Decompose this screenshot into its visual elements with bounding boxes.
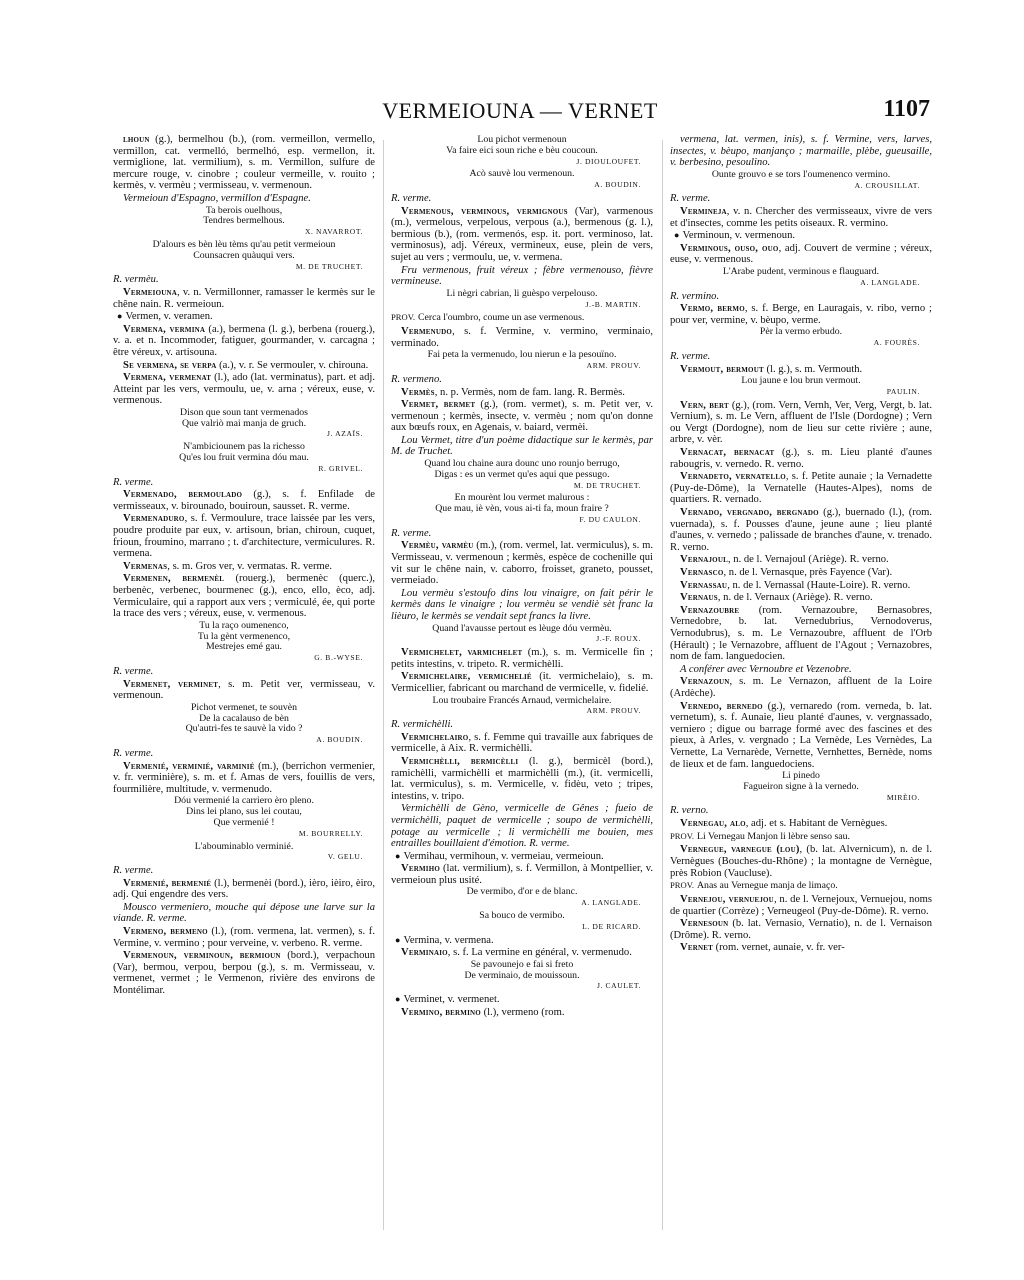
entry-text: , s. f. Vermine, v. vermino, verminaio, verminado. — [391, 326, 653, 349]
entry-text: (rom. Vernazoubre, Bernasobres, Vernedobre, b. lat. Vernedubrius, Vernodoverus, Vernodubrus), s. m. Le Vernazoubre, affluent de l'Orb (Hérault) ; le Vernazobre, affluent de l'Agout ; Vernazobres, nom de fam. languedocien. — [670, 604, 932, 663]
headword: Vernedo, bernedo — [680, 700, 763, 712]
quotation-line: Tendres bermelhous. — [203, 215, 285, 227]
quotation-author: L. DE RICARD. — [582, 921, 641, 931]
headword: Vermineja — [680, 205, 727, 217]
quotation-author: M. BOURRELLY. — [298, 828, 363, 838]
headword: Vermichelet, varmichelet — [401, 647, 523, 659]
entry-text: (g.), (rom. Vern, Vernh, Ver, Verg, Vergt, b. lat. Vernium), s. m. Le Vern, affluent de l'Isle (Dordogne) ; Vern ou Vergt (Dordogne), nom de lieu sur cette rivière ; aune, arbre, v. vèr. — [670, 399, 932, 446]
entry-text: , v. n. Chercher des vermisseaux, vivre de vers et d'insectes, comme les petits oiseaux. R. vermino. — [670, 205, 932, 229]
quotation-line: Sa bouco de vermibo. — [479, 910, 565, 922]
headword: Vermeno, bermeno — [123, 926, 208, 938]
quotation — [113, 796, 375, 839]
quotation — [391, 960, 653, 992]
headword: Vermenous, verminous, vermignous — [401, 205, 568, 217]
quotation-author: A. LANGLADE. — [581, 898, 641, 908]
dictionary-entry — [113, 324, 375, 359]
quotation-line: Quand l'avausse pertout es lèuge dóu vermèu. — [432, 622, 612, 634]
headword: Vermeiouna — [123, 286, 177, 298]
dictionary-entry — [113, 513, 375, 559]
usage-example: Lou Vermet, titre d'un poème didactique sur le kermès, par M. de Truchet. — [391, 434, 653, 458]
quotation-line: Ounte grouvo e se tors l'oumenenco vermino. — [711, 168, 891, 180]
proverb-text: Cerca l'oumbro, coume un ase vermenous. — [417, 312, 585, 324]
entry-text: (m.), (rom. vermel, lat. vermiculus), s. m. Vermisseau, v. vermenoun ; kermès, espèce de cochenille qui vit sur le chêne nain, v. caborro, froisset, graneto, pousset, vermeiado. — [391, 540, 653, 587]
usage-example: A conférer avec Vernoubre et Vezenobre. — [680, 663, 852, 675]
quotation-author: J. DIOULOUFET. — [576, 156, 641, 166]
entry-text: (bord.), verpachoun (Var), bermou, verpou, berpou (g.), s. m. Vermisseau, v. vermenet, vermet ; le Vermenon, rivière des environs de Montélimar. — [113, 950, 375, 997]
quotation — [391, 887, 653, 909]
quotation-line: Qu'es lou fruit vermina dóu mau. — [179, 452, 309, 464]
headword: Vermichelairo — [401, 731, 469, 743]
entry-text: (g.), buernado (l.), (rom. vuernada), s. f. Pousses d'aune, jeune aune ; lieu planté d'aunes, v. vernedo ; palissade de branches d'aune, v. trenado. R. verno. — [670, 507, 932, 553]
bullet-icon: ● — [395, 994, 401, 1005]
quotation-line: Qu'autri-fes te sauvè la vido ? — [185, 723, 303, 735]
headword: Vermenas — [123, 560, 168, 572]
dictionary-entry — [670, 243, 932, 266]
column-1 — [113, 134, 375, 1244]
cross-reference-entry — [391, 935, 653, 947]
headword: Vernasco — [680, 567, 724, 578]
quotation-author: J.-B. MARTIN. — [585, 299, 641, 309]
quotation — [113, 442, 375, 474]
quotation — [391, 459, 653, 491]
headword: Vermichèlli, bermicèlli — [401, 755, 519, 767]
entry-text: , s. m. Petit ver, vermisseau, v. vermenoun. — [113, 678, 375, 702]
entry-text: (g.), vernaredo (rom. verneda, b. lat. vernetum), s. f. Aunaie, lieu planté d'aunes, v. vergnassado, verniero ; digue ou barrage formé avec des fascines et des pieux, à Arles, v. vergnado ; La Vernède, Les Vernèdes, La Vernette, La Vernarède, Vernette, Vernhettes, Bernède, noms de lieux et de fam. languedociens. — [670, 700, 932, 770]
column-rule — [662, 140, 663, 1230]
headword: Vermena, vermenat — [123, 372, 212, 384]
headword: Vernajoul — [680, 554, 728, 566]
bullet-icon: ● — [674, 230, 680, 241]
quotation-line: Dison que soun tant vermenados — [180, 406, 308, 418]
dictionary-entry — [113, 878, 375, 901]
quotation — [391, 624, 653, 646]
quotation-line: Va faire eici soun riche e bèu coucoun. — [446, 144, 598, 156]
quotation-line: De verminaio, de mouissoun. — [464, 969, 580, 981]
quotation-line: Que mau, iè vèn, vous ai-ti fa, moun fraire ? — [435, 503, 609, 515]
quotation-line: Dins lei plano, sus lei coutau, — [186, 806, 302, 818]
entry-text: (l.), (rom. vermena, lat. vermen), s. f. Vermine, v. vermino ; pour verveine, v. verbeno. R. verme. — [113, 926, 375, 949]
running-title: VERMEIOUNA — VERNET — [382, 98, 658, 123]
cross-reference-text: Vermihau, vermihoun, v. vermeiau, vermeioun. — [403, 850, 604, 862]
dictionary-entry — [113, 360, 375, 372]
dictionary-entry — [670, 206, 932, 229]
headword: Vermenaduro — [123, 513, 185, 525]
entry-text: , adj. Couvert de vermine ; véreux, euse, v. vermenous. — [670, 242, 932, 266]
dictionary-entry — [670, 676, 932, 699]
entry-text: , n. de l. Vernajoul (Ariège). R. verno. — [727, 554, 889, 566]
quotation — [670, 327, 932, 349]
headword: lhoun — [123, 134, 150, 145]
entry-text: , (b. lat. Alvernicum), n. de l. Vernègues (Bouches-du-Rhône) ; la montagne de Vernègue, près Robion (Vaucluse). — [670, 844, 932, 879]
entry-text: (a.), bermena (l. g.), berbena (rouerg.), v. a. et n. Incommoder, fatiguer, gourmander, v. carcagna ; être véreux, v. artisouna. — [113, 323, 375, 358]
headword: Vermet, bermet — [401, 399, 476, 411]
headword: Vernadeto, vernatello — [680, 471, 786, 483]
entry-text: , s. f. Berge, en Lauragais, v. ribo, verno ; pour ver, vermine, v. bèupo, verme. — [670, 303, 932, 326]
headword: Vernacat, bernacat — [680, 447, 775, 459]
quotation-author: A. LANGLADE. — [860, 277, 920, 287]
etymology-root: R. vermino. — [670, 290, 720, 302]
proverb-text: Li Vernegau Manjon li lèbre senso sau. — [696, 830, 850, 842]
headword: Vermo, bermo — [680, 303, 745, 315]
etymology-root: R. vermèu. — [113, 274, 159, 286]
quotation — [670, 267, 932, 289]
etymology-root: R. verme. — [670, 350, 711, 362]
quotation-line: Fagueiron signe à la vernedo. — [743, 780, 859, 792]
quotation-author: A. CROUSILLAT. — [854, 180, 920, 190]
quotation-line: De vermibo, d'or e de blanc. — [466, 886, 578, 898]
entry-text: , n. de l. Vernejoux, Vernuejou, noms de quartier (Corrèze) ; Verneugeol (Puy-de-Dôme). R. verno. — [670, 894, 932, 917]
dictionary-entry — [113, 489, 375, 512]
headword: Vernegau, alo — [680, 818, 746, 830]
quotation — [391, 350, 653, 372]
entry-text: (g.), (rom. vermet), s. m. Petit ver, v. vermenoun ; kermès, insecte, v. vermèu ; nom qu'on donne aux bœufs roux, en Agenais, v. baiard, vermèi. — [391, 399, 653, 434]
quotation-author: A. FOURÈS. — [873, 338, 920, 348]
entry-text: (lat. vermilium), s. f. Vermillon, à Montpellier, v. vermeioun plus usité. — [391, 863, 653, 886]
dictionary-entry — [391, 1007, 653, 1019]
quotation-author: J.-F. ROUX. — [596, 634, 641, 644]
quotation — [391, 135, 653, 167]
proverb-text: Anas au Vernegue manja de limaço. — [696, 880, 838, 892]
quotation-line: N'ambiciounem pas la richesso — [183, 441, 305, 453]
etymology-root: R. verme. — [113, 747, 154, 759]
headword: Vernegue, varnegue (lou) — [680, 844, 800, 856]
entry-text: (l.), vermeno (rom. — [480, 1006, 565, 1018]
quotation-line: Dóu vermenié la carriero èro pleno. — [174, 795, 314, 807]
quotation-author: V. GELU. — [327, 852, 363, 862]
etymology-root: R. vermichèlli. — [391, 719, 454, 731]
headword: Vermino, bermino — [401, 1006, 481, 1018]
headword: Vernazoubre — [680, 604, 740, 616]
entry-text: (l.), bermenèi (bord.), ièro, ièiro, èiro, adj. Qui engendre des vers. — [113, 877, 375, 901]
quotation-line: Li nègri cabrian, li guèspo verpelouso. — [446, 287, 598, 299]
headword: Vermout, bermout — [680, 363, 764, 375]
dictionary-entry — [670, 400, 932, 446]
dictionary-entry — [670, 942, 932, 954]
entry-text: , s. f. La vermine en général, v. vermenudo. — [447, 947, 632, 959]
proverb-label: PROV. — [391, 312, 415, 323]
etymology-root: R. vermeno. — [391, 373, 442, 385]
dictionary-entry — [113, 679, 375, 702]
entry-text: , s. m. Le Vernazon, affluent de la Loire (Ardèche). — [670, 676, 932, 699]
dictionary-entry — [391, 732, 653, 755]
dictionary-entry — [670, 894, 932, 917]
headword: Vernesoun — [680, 918, 729, 930]
entry-text: , s. f. Petite aunaie ; la Vernadette (Puy-de-Dôme), la Vernatelle (Hautes-Alpes), noms de quartiers. R. vernado. — [670, 471, 932, 506]
quotation — [113, 240, 375, 272]
quotation-line: Li pinedo — [782, 770, 820, 782]
dictionary-entry — [670, 471, 932, 506]
quotation-line: L'Arabe pudent, verminous e flauguard. — [722, 265, 880, 277]
entry-text: , v. n. Vermillonner, ramasser le kermès sur le chêne nain. R. vermeioun. — [113, 286, 375, 310]
cross-reference-text: Verminet, v. vermenet. — [403, 994, 500, 1006]
headword: Vernet — [680, 942, 713, 954]
entry-text: (rouerg.), bermenèc (querc.), berbenèc, verbenec, bourmenec (g.), enco, ello, èco, adj. Vermiculaire, qui a rapport aux vers ; vermiculé, ée, qui porte la trace des vers ; véreux, euse, v. vermenous. — [113, 573, 375, 620]
column-3 — [670, 134, 932, 1244]
quotation-line: Fai peta la vermenudo, lou nierun e la pesouïno. — [427, 349, 617, 361]
dictionary-entry — [391, 399, 653, 434]
quotation — [391, 493, 653, 525]
etymology-root: R. verme. — [113, 665, 154, 677]
dictionary-entry — [670, 605, 932, 663]
proverb — [670, 880, 932, 892]
entry-text: (g.), s. m. Lieu planté d'aunes rabougris, v. vernedo. R. verno. — [670, 447, 932, 470]
quotation — [391, 696, 653, 718]
headword: Verminaio — [401, 947, 448, 959]
quotation — [113, 206, 375, 238]
quotation-line: Counsacren quàuqui vers. — [193, 249, 295, 261]
dictionary-entry — [113, 372, 375, 407]
quotation-line: Acò sauvè lou vermenoun. — [469, 168, 575, 180]
quotation-line: Mestrejes emé gau. — [206, 641, 282, 653]
etymology-root: R. verno. — [670, 805, 709, 817]
quotation — [670, 170, 932, 192]
dictionary-entry — [670, 567, 932, 579]
entry-text: (g.), s. f. Enfilade de vermisseaux, v. birounado, bouiroun, sausset. R. verme. — [113, 489, 375, 512]
headword: Vermès — [401, 386, 435, 398]
quotation-author: PAULIN. — [886, 386, 920, 396]
usage-example: Vermichèlli de Gèno, vermicelle de Gênes ; fueio de vermichèlli, paquet de vermicelle ; soupo de vermichèlli, potage au vermicelle ; li vermichèlli me bouien, mes entrailles bouillaient d'émotion. R. verme. — [391, 803, 653, 850]
headword: Vern, bert — [680, 399, 729, 411]
headword: Vernassau — [680, 579, 728, 591]
dictionary-entry — [391, 387, 653, 399]
headword: Verminous, ouso, ouo — [680, 242, 779, 254]
quotation-line: Lou jaune e lou brun vermout. — [741, 375, 861, 387]
entry-text: , s. f. Vermoulure, trace laissée par les vers, poudre produite par eux, v. artisoun, brian, chiroun, cuquet, frioun, froumino, marrano ; t. d'architecture, vermiculures. R. vermena. — [113, 513, 375, 560]
quotation — [670, 771, 932, 803]
quotation-author: X. NAVARROT. — [304, 227, 363, 237]
dictionary-entry — [113, 134, 375, 192]
headword: Vermena, vermina — [123, 323, 206, 335]
entry-text: (l.), ado (lat. verminatus), part. et adj. Atteint par les vers, vermoulu, ue, v. arna ; véreux, euse, v. vermenous. — [113, 372, 375, 407]
headword: Vermenet, verminet — [123, 678, 219, 690]
dictionary-entry — [113, 761, 375, 796]
entry-text: (l. g.), s. m. Vermouth. — [763, 363, 863, 375]
quotation — [391, 289, 653, 311]
dictionary-entry — [670, 364, 932, 376]
quotation-line: Tu la gènt vermenenco, — [197, 630, 291, 642]
bullet-icon: ● — [395, 934, 401, 945]
dictionary-entry — [670, 554, 932, 566]
cross-reference-text: Verminoun, v. vermenoun. — [682, 230, 796, 242]
dictionary-entry — [391, 647, 653, 670]
entry-text: (g.), bermelhou (b.), (rom. vermeillon, vermello, vermillon, cat. vermelló, bermelhó, esp. vermellon, it. vermiglione, lat. vermilium), s. m. Vermillon, sulfure de mercure rouge, v. cinobre ; couleur vermeille, v. rouito ; kermès, v. vermèu ; vermisseau, v. vermenoun. — [113, 134, 375, 192]
dictionary-entry — [670, 507, 932, 553]
headword: Vermenen, bermenèl — [123, 573, 225, 585]
entry-text: (b. lat. Vernasio, Vernatio), n. de l. Vernaison (Drôme). R. verno. — [670, 918, 932, 941]
entry-text: (Var), varmenous (m.), vermelous, verpelous, verpous (a.), bermenous (g. l.), bermious (b.), (rom. vermenós, esp. it. port. verminoso, lat. verminosus), adj. Véreux, vermineux, euse, plein de vers, sujet au vers ; vermoulu, ue, v. vermena. — [391, 205, 653, 263]
quotation-line: Tu la raço oumenenco, — [199, 619, 289, 631]
proverb-label: PROV. — [670, 880, 694, 891]
headword: Vermenié, verminié, varminié — [123, 760, 255, 772]
etymology-root: R. verme. — [113, 865, 154, 877]
quotation-line: Ta berois ouelhous, — [205, 204, 283, 216]
headword: Vermenié, bermenié — [123, 877, 212, 889]
quotation — [113, 842, 375, 864]
dictionary-entry — [391, 206, 653, 264]
quotation — [113, 408, 375, 440]
quotation-author: MIRÈIO. — [886, 792, 920, 802]
proverb — [670, 831, 932, 843]
entry-text: (a.), v. r. Se vermouler, v. chirouna. — [216, 359, 369, 371]
headword: Vernado, vergnado, bergnado — [680, 507, 819, 519]
headword: Vermiho — [401, 863, 440, 875]
dictionary-entry — [113, 561, 375, 573]
etymology-root: R. verme. — [391, 192, 432, 204]
quotation — [113, 703, 375, 746]
quotation-author: R. GRIVEL. — [318, 463, 363, 473]
usage-example: Vermeioun d'Espagno, vermillon d'Espagne. — [123, 192, 311, 204]
headword: Vernaus — [680, 592, 718, 604]
headword: Vermichelaire, vermichelié — [401, 671, 532, 683]
quotation-line: De la cacalauso de bèn — [199, 712, 289, 724]
dictionary-entry — [113, 926, 375, 949]
dictionary-entry — [670, 844, 932, 879]
dictionary-entry — [670, 701, 932, 771]
entry-text: , adj. et s. Habitant de Vernègues. — [745, 818, 888, 830]
cross-reference-entry — [391, 851, 653, 863]
entry-text: (m.), s. m. Vermicelle fin ; petits intestins, v. tripeto. R. vermichèlli. — [391, 647, 653, 670]
dictionary-entry — [113, 287, 375, 310]
entry-text: , n. de l. Vernasque, près Fayence (Var). — [723, 567, 893, 578]
dictionary-entry — [670, 447, 932, 470]
entry-text: (it. vermichelaio), s. m. Vermicellier, fabricant ou marchand de vermicelle, v. fidelié. — [391, 671, 653, 694]
quotation — [391, 169, 653, 191]
quotation-author: J. CAULET. — [596, 981, 641, 991]
dictionary-entry — [670, 818, 932, 830]
entry-text: , n. de l. Vernassal (Haute-Loire). R. verno. — [727, 579, 911, 591]
dictionary-entry — [391, 756, 653, 802]
dictionary-entry — [670, 592, 932, 604]
etymology-root: R. verme. — [670, 193, 711, 205]
quotation-author: A. BOUDIN. — [316, 735, 363, 745]
proverb — [391, 312, 653, 324]
quotation-line: Que valriò mai manja de gruch. — [181, 417, 307, 429]
column-rule — [383, 140, 384, 1230]
quotation-line: Pichot vermenet, te souvèn — [190, 701, 298, 713]
page-number: 1107 — [883, 96, 930, 122]
entry-text: (l. g.), bermicèl (bord.), ramichèlli, varmichèlli et marmichèlli (m.), (it. vermicelli, lat. vermiculus), s. m. Vermicelle, v. fidèu, veto ; tripes, intestins, v. tripo. — [391, 755, 653, 802]
dictionary-entry — [670, 303, 932, 326]
usage-example: Fru vermenous, fruit véreux ; fèbre vermenouso, fièvre vermineuse. — [391, 264, 653, 288]
quotation-author: M. DE TRUCHET. — [573, 480, 641, 490]
headword: Se vermena, se verpa — [123, 359, 217, 371]
quotation-author: G. B.-WYSE. — [314, 653, 363, 663]
headword: Vernazoun — [680, 676, 730, 688]
quotation-author: A. BOUDIN. — [594, 180, 641, 190]
quotation-author: M. DE TRUCHET. — [295, 261, 363, 271]
quotation-line: L'abouminablo verminié. — [194, 840, 294, 852]
headword: Vermèu, varmèu — [401, 540, 474, 552]
entry-text: , s. m. Gros ver, v. vermatas. R. verme. — [167, 560, 333, 572]
cross-reference-entry — [670, 230, 932, 242]
dictionary-entry — [391, 947, 653, 959]
usage-example: Lou vermèu s'estoufo dins lou vinaigre, on fait périr le kermès dans le vinaigre ; lou vermèu se vendiè sèt franc la lièuro, le kermès se vendait sept francs la livre. — [391, 587, 653, 622]
dictionary-entry — [391, 540, 653, 586]
entry-text: , n. de l. Vernaux (Ariège). R. verno. — [717, 592, 873, 604]
quotation-line: Se pavounejo e fai si freto — [470, 958, 574, 970]
quotation-line: En mourènt lou vermet malurous : — [454, 492, 590, 504]
dictionary-entry — [113, 573, 375, 619]
usage-example: Mousco vermeniero, mouche qui dépose une larve sur la viande. R. verme. — [113, 901, 375, 925]
dictionary-entry — [670, 918, 932, 941]
quotation-line: Pèr la vermo erbudo. — [759, 326, 843, 338]
headword: Vermenado, bermoulado — [123, 489, 243, 501]
cross-reference-entry — [113, 311, 375, 323]
quotation — [113, 621, 375, 664]
quotation-line: Quand lou chaine aura dounc uno rounjo berrugo, — [424, 458, 620, 470]
column-2 — [391, 134, 653, 1244]
cross-reference-text: Vermen, v. veramen. — [125, 311, 213, 323]
quotation — [391, 911, 653, 933]
quotation-author: F. DU CAULON. — [579, 515, 641, 525]
cross-reference-entry — [391, 994, 653, 1006]
entry-text: (rom. vernet, aunaie, v. fr. ver- — [712, 942, 845, 954]
dictionary-entry — [113, 950, 375, 996]
entry-text: , s. f. Femme qui travaille aux fabriques de vermicelle, à Aix. R. vermichèlli. — [391, 731, 653, 755]
quotation-line: Lou troubaire Francés Arnaud, vermichelaire. — [432, 694, 612, 706]
quotation-line: Lou pichot vermenoun — [477, 134, 567, 145]
dictionary-entry — [670, 580, 932, 592]
quotation-line: Digas : es un vermet qu'es aqui que pessugo. — [434, 468, 610, 480]
etymology-root: R. verme. — [113, 476, 154, 488]
bullet-icon: ● — [117, 311, 123, 322]
headword: Vermenoun, verminoun, bermioun — [123, 950, 281, 962]
quotation — [670, 376, 932, 398]
quotation-line: D'alours es bèn lèu tèms qu'au petit vermeioun — [152, 238, 336, 250]
page-header — [110, 98, 930, 132]
usage-example: vermena, lat. vermen, inis), s. f. Vermine, vers, larves, insectes, v. bèupo, manjanço ; marmaille, plèbe, gueusaille, v. berbesino, pesoulino. — [670, 134, 932, 169]
entry-text: , n. p. Vermès, nom de fam. lang. R. Bermès. — [434, 386, 625, 398]
quotation-author: ARM. PROUV. — [586, 706, 641, 716]
headword: Vernejou, vernuejou — [680, 894, 774, 906]
quotation-author: J. AZAÏS. — [327, 429, 363, 439]
quotation-author: ARM. PROUV. — [586, 361, 641, 371]
entry-text: (m.), (berrichon vermenier, v. fr. verminière), s. m. et f. Amas de vers, fouillis de vers, fourmilière, multitude, v. vermenudo. — [113, 760, 375, 795]
cross-reference-text: Vermina, v. vermena. — [403, 934, 494, 946]
dictionary-entry — [391, 863, 653, 886]
quotation-line: Que vermenié ! — [213, 816, 275, 828]
bullet-icon: ● — [395, 850, 401, 861]
etymology-root: R. verme. — [391, 527, 432, 539]
dictionary-entry — [391, 326, 653, 349]
proverb-label: PROV. — [670, 830, 694, 841]
dictionary-entry — [391, 671, 653, 694]
headword: Vermenudo — [401, 326, 453, 338]
